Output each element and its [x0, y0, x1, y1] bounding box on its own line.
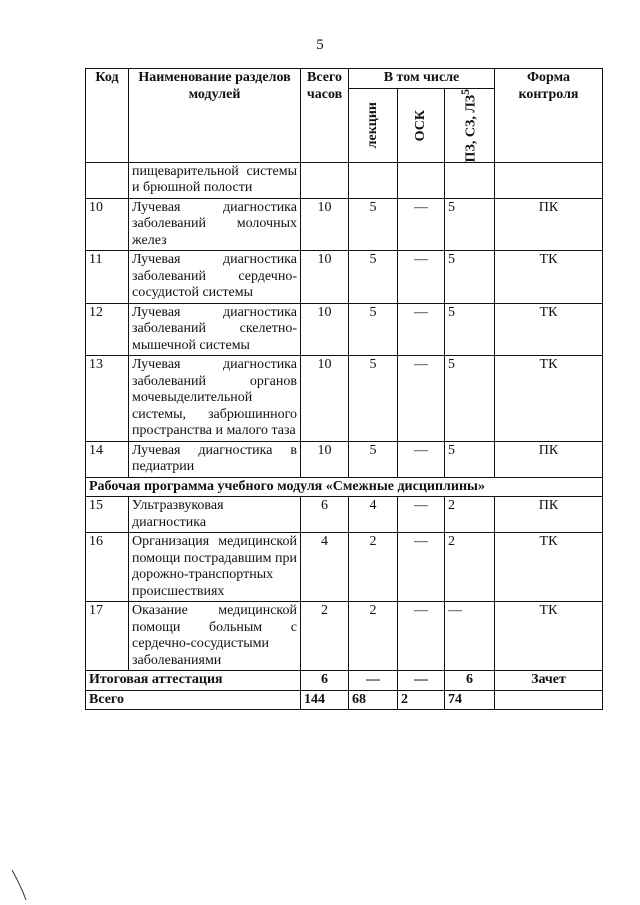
row-total: 10 [301, 441, 349, 477]
table-row [86, 198, 603, 251]
pen-mark [10, 868, 30, 902]
grand-lectures: 68 [349, 690, 398, 710]
table-row [86, 602, 603, 671]
row-practice: 2 [445, 533, 495, 602]
row-total [301, 162, 349, 198]
table-row [86, 303, 603, 356]
grand-total: 144 [301, 690, 349, 710]
row-total: 4 [301, 533, 349, 602]
row-name: Ультразвуковая диагностика [129, 497, 301, 533]
row-practice: — [445, 602, 495, 671]
final-control: Зачет [495, 671, 603, 691]
row-control: ТК [495, 251, 603, 304]
header-practice [445, 88, 495, 162]
header-total: Всего часов [301, 69, 349, 163]
table-row [86, 356, 603, 442]
row-control: ТК [495, 356, 603, 442]
header-practice-label: ПЗ, СЗ, ЛЗ [464, 94, 480, 162]
final-row [86, 671, 603, 691]
row-osk: — [398, 533, 445, 602]
row-osk: — [398, 602, 445, 671]
row-osk: — [398, 303, 445, 356]
row-lectures: 2 [349, 533, 398, 602]
header-lectures: лекции [349, 88, 398, 162]
row-osk: — [398, 251, 445, 304]
row-lectures: 5 [349, 441, 398, 477]
header-including: В том числе [349, 69, 495, 89]
final-practice: 6 [445, 671, 495, 691]
row-practice: 2 [445, 497, 495, 533]
table-row [86, 533, 603, 602]
grand-label: Всего [86, 690, 301, 710]
row-name: Лучевая диагностика заболеваний органов мочевыделительной системы, забрюшинного пространства и малого таза [129, 356, 301, 442]
final-lectures: — [349, 671, 398, 691]
row-lectures: 4 [349, 497, 398, 533]
page-number: 5 [316, 37, 324, 53]
row-name: Организация медицинской помощи пострадавшим при дорожно-транспортных происшествиях [129, 533, 301, 602]
row-code: 15 [86, 497, 129, 533]
row-practice: 5 [445, 356, 495, 442]
row-practice: 5 [445, 251, 495, 304]
grand-osk: 2 [398, 690, 445, 710]
row-osk: — [398, 497, 445, 533]
row-control: ТК [495, 303, 603, 356]
row-name: Лучевая диагностика в педиатрии [129, 441, 301, 477]
row-name: пищеварительной системы и брюшной полости [129, 162, 301, 198]
row-lectures: 5 [349, 356, 398, 442]
row-code: 11 [86, 251, 129, 304]
row-name: Оказание медицинской помощи больным с сердечно-сосудистыми заболеваниями [129, 602, 301, 671]
row-lectures: 5 [349, 303, 398, 356]
row-total: 10 [301, 198, 349, 251]
final-label: Итоговая аттестация [86, 671, 301, 691]
table-row [86, 441, 603, 477]
row-control: ПК [495, 497, 603, 533]
row-name: Лучевая диагностика заболеваний сердечно-сосудистой системы [129, 251, 301, 304]
row-control: ТК [495, 602, 603, 671]
row-practice [445, 162, 495, 198]
header-name: Наименование разделов модулей [129, 69, 301, 163]
row-control: ПК [495, 198, 603, 251]
row-osk: — [398, 356, 445, 442]
final-osk: — [398, 671, 445, 691]
curriculum-table [85, 68, 603, 710]
table-row [86, 497, 603, 533]
row-code: 10 [86, 198, 129, 251]
header-practice-sup: 5 [459, 88, 473, 95]
row-control: ПК [495, 441, 603, 477]
row-code: 12 [86, 303, 129, 356]
grand-practice: 74 [445, 690, 495, 710]
row-practice: 5 [445, 441, 495, 477]
section-title: Рабочая программа учебного модуля «Смежные дисциплины» [86, 477, 603, 497]
header-row [86, 69, 603, 89]
row-osk: — [398, 198, 445, 251]
row-control: ТК [495, 533, 603, 602]
section-row [86, 477, 603, 497]
row-lectures: 2 [349, 602, 398, 671]
row-control [495, 162, 603, 198]
grand-row [86, 690, 603, 710]
row-lectures: 5 [349, 198, 398, 251]
header-osk: ОСК [398, 88, 445, 162]
row-lectures [349, 162, 398, 198]
row-practice: 5 [445, 303, 495, 356]
row-name: Лучевая диагностика заболеваний скелетно-мышечной системы [129, 303, 301, 356]
row-total: 6 [301, 497, 349, 533]
table-row [86, 251, 603, 304]
final-total: 6 [301, 671, 349, 691]
row-name: Лучевая диагностика заболеваний молочных желез [129, 198, 301, 251]
grand-control [495, 690, 603, 710]
row-code: 14 [86, 441, 129, 477]
row-practice: 5 [445, 198, 495, 251]
table-row [86, 162, 603, 198]
row-total: 10 [301, 303, 349, 356]
row-lectures: 5 [349, 251, 398, 304]
row-osk [398, 162, 445, 198]
header-code: Код [86, 69, 129, 163]
row-code: 13 [86, 356, 129, 442]
row-total: 10 [301, 356, 349, 442]
row-total: 10 [301, 251, 349, 304]
row-total: 2 [301, 602, 349, 671]
row-code: 16 [86, 533, 129, 602]
row-osk: — [398, 441, 445, 477]
header-control: Форма контроля [495, 69, 603, 163]
row-code [86, 162, 129, 198]
row-code: 17 [86, 602, 129, 671]
